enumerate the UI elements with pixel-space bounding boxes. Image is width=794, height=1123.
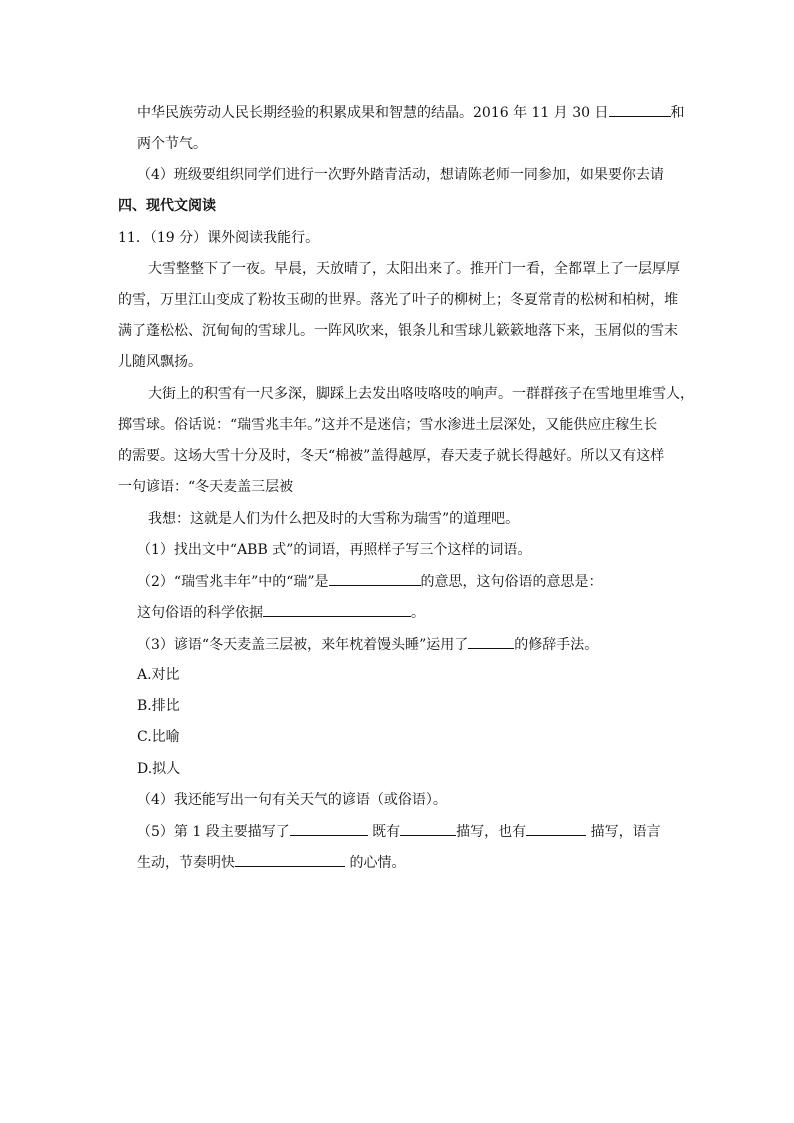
- passage-text: 大街上的积雪有一尺多深，脚踩上去发出咯吱咯吱的响声。一群群孩子在雪地里堆雪人，: [148, 386, 694, 402]
- sub-question-3: [137, 634, 598, 654]
- option-d[interactable]: [137, 759, 180, 779]
- passage-p2-line1: [148, 384, 694, 404]
- text-segment: 中华民族劳动人民长期经验的积累成果和智慧的结晶。2016 年 11 月 30 日: [137, 105, 609, 121]
- text-segment: 两个节气。: [137, 136, 207, 152]
- sub-question-5-line2: [137, 852, 405, 872]
- question-text: 描写，也有: [456, 824, 527, 840]
- sub-question-5-line1: [137, 821, 661, 841]
- option-text: A.对比: [137, 667, 180, 683]
- answer-blank[interactable]: [468, 634, 514, 649]
- passage-text: 一句谚语：“冬天麦盖三层被: [118, 479, 294, 495]
- question-text: （4）班级要组织同学们进行一次野外踏青活动，想请陈老师一同参加，如果要你去请: [137, 167, 664, 183]
- question-text: （2）“瑞雪兆丰年”中的“瑞”是: [137, 574, 329, 590]
- sub-question-2-line2: [137, 602, 425, 622]
- answer-blank[interactable]: [263, 602, 411, 617]
- text-line-1: [137, 102, 685, 122]
- question-11-heading: [118, 228, 319, 248]
- passage-text: 我想：这就是人们为什么把及时的大雪称为瑞雪”的道理吧。: [148, 511, 520, 527]
- option-b[interactable]: [137, 696, 180, 716]
- passage-p1-line4: [118, 352, 202, 372]
- passage-text: 儿随风飘扬。: [118, 354, 202, 370]
- answer-blank[interactable]: [329, 571, 421, 586]
- question-text: 描写，语言: [590, 824, 661, 840]
- text-line-2: [137, 134, 207, 154]
- section-title: 四、现代文阅读: [118, 198, 216, 214]
- passage-p2-line3: [118, 446, 664, 466]
- question-text: 这句俗语的科学依据: [137, 605, 263, 621]
- question-4-line: [137, 165, 664, 185]
- question-text: 。: [411, 605, 425, 621]
- question-text: （3）谚语“冬天麦盖三层被，来年枕着馒头睡”运用了: [137, 637, 469, 653]
- question-text: （1）找出文中“ABB 式”的词语，再照样子写三个这样的词语。: [137, 542, 532, 558]
- answer-blank[interactable]: [526, 821, 586, 836]
- question-text: 的意思，这句俗语的意思是：: [420, 574, 603, 590]
- question-text: （5）第 1 段主要描写了: [137, 824, 290, 840]
- passage-p2-line2: [118, 415, 657, 435]
- passage-p1-line2: [118, 290, 678, 310]
- answer-blank[interactable]: [400, 821, 456, 836]
- passage-text: 的需要。这场大雪十分及时，冬天“棉被”盖得越厚，春天麦子就长得越好。所以又有这样: [118, 448, 665, 464]
- option-text: D.拟人: [137, 761, 181, 777]
- passage-p3: [148, 509, 519, 529]
- question-text: 的修辞手法。: [514, 637, 599, 653]
- passage-p2-line4: [118, 477, 293, 497]
- passage-text: 大雪整整下了一夜。早晨，天放晴了，太阳出来了。推开门一看，全都罩上了一层厚厚: [148, 261, 680, 277]
- sub-question-1: [137, 540, 531, 560]
- answer-blank[interactable]: [609, 102, 671, 117]
- answer-blank[interactable]: [235, 852, 345, 867]
- passage-text: 满了蓬松松、沉甸甸的雪球儿。一阵风吹来，银条儿和雪球儿簌簌地落下来，玉屑似的雪末: [118, 323, 678, 339]
- option-text: B.排比: [137, 698, 180, 714]
- option-c[interactable]: [137, 727, 180, 747]
- question-text: 生动，节奏明快: [137, 855, 235, 871]
- answer-blank[interactable]: [290, 821, 368, 836]
- question-text: 既有: [372, 824, 401, 840]
- passage-text: 的雪，万里江山变成了粉妆玉砌的世界。落光了叶子的柳树上；冬夏常青的松树和柏树，堆: [118, 292, 678, 308]
- section-heading: [118, 196, 216, 216]
- option-text: C.比喻: [137, 729, 180, 745]
- option-a[interactable]: [137, 665, 180, 685]
- question-text: 的心情。: [349, 855, 406, 871]
- question-text: （4）我还能写出一句有关天气的谚语（或俗语）。: [137, 792, 447, 808]
- sub-question-2-line1: [137, 571, 603, 591]
- passage-p1-line3: [118, 321, 678, 341]
- sub-question-4: [137, 790, 447, 810]
- passage-p1-line1: [148, 259, 680, 279]
- question-title: 11．（19 分）课外阅读我能行。: [118, 230, 320, 246]
- passage-text: 掷雪球。俗话说：“瑞雪兆丰年。”这并不是迷信；雪水渗进土层深处，又能供应庄稼生长: [118, 417, 658, 433]
- text-segment: 和: [670, 105, 685, 121]
